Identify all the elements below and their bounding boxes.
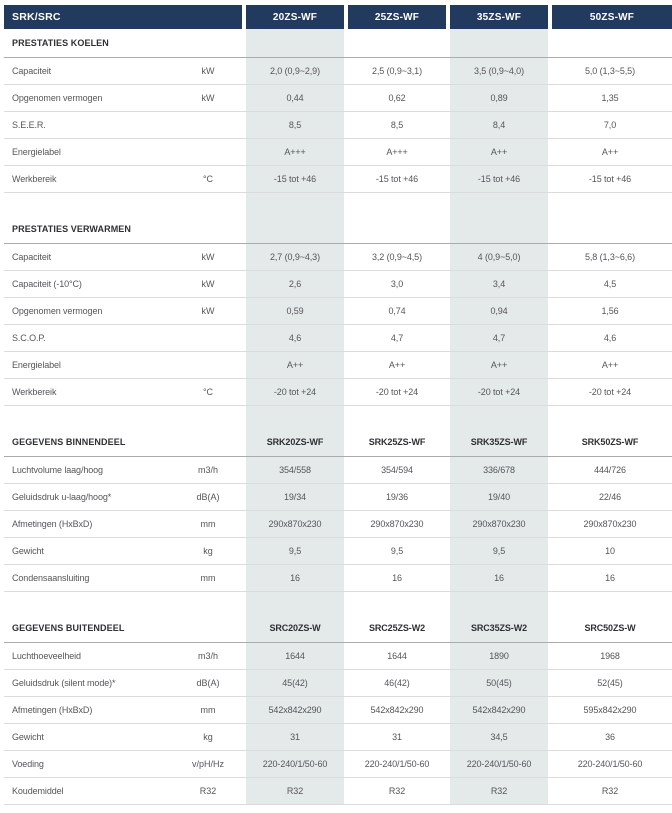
spec-value: 16 xyxy=(605,573,615,583)
spec-label: Voeding xyxy=(12,759,44,769)
spec-value: -15 tot +46 xyxy=(450,166,548,192)
spec-value: 1644 xyxy=(246,643,344,669)
spec-value: 16 xyxy=(246,565,344,591)
spec-value: -15 tot +46 xyxy=(375,174,419,184)
spacer-cell xyxy=(246,193,344,215)
table-row xyxy=(4,325,672,352)
spec-value: A++ xyxy=(246,352,344,378)
spec-value: A++ xyxy=(601,360,619,370)
table-header-row xyxy=(4,5,672,29)
spec-unit: kW xyxy=(201,66,215,76)
spec-label: Afmetingen (HxBxD) xyxy=(12,519,93,529)
model-name: SRC50ZS-W xyxy=(584,623,636,633)
spec-label: S.C.O.P. xyxy=(12,333,46,343)
spec-value: 0,44 xyxy=(246,85,344,111)
table-header-product: SRK/SRC xyxy=(4,5,242,29)
section-spacer xyxy=(4,592,672,614)
spec-unit: kW xyxy=(201,279,215,289)
spec-value: 1,56 xyxy=(601,306,619,316)
table-row xyxy=(4,697,672,724)
column-header-25zs: 25ZS-WF xyxy=(344,5,450,29)
spec-value: A++ xyxy=(450,352,548,378)
spec-unit xyxy=(170,352,246,378)
spec-value: 290x870x230 xyxy=(246,511,344,537)
table-row xyxy=(4,298,672,325)
spec-value: 31 xyxy=(246,724,344,750)
spec-value: 2,6 xyxy=(246,271,344,297)
spec-value: 336/678 xyxy=(450,457,548,483)
spec-value: 354/594 xyxy=(381,465,413,475)
spec-unit xyxy=(170,112,246,138)
model-name: SRK20ZS-WF xyxy=(246,428,344,456)
spec-value: 4 (0,9~5,0) xyxy=(450,244,548,270)
table-row xyxy=(4,58,672,85)
model-name xyxy=(344,29,450,57)
spec-value: A++ xyxy=(601,147,619,157)
spec-value: 0,59 xyxy=(246,298,344,324)
spec-value: 8,5 xyxy=(390,120,404,130)
spec-value: -15 tot +46 xyxy=(246,166,344,192)
spec-value: 444/726 xyxy=(594,465,626,475)
spec-label: Opgenomen vermogen xyxy=(12,93,103,103)
spec-unit: kg xyxy=(203,546,213,556)
spec-value: -15 tot +46 xyxy=(588,174,632,184)
spec-value: 1890 xyxy=(450,643,548,669)
spec-unit: dB(A) xyxy=(196,492,220,502)
spec-unit xyxy=(170,139,246,165)
spec-value: 1644 xyxy=(387,651,407,661)
spec-value: 45(42) xyxy=(246,670,344,696)
model-name: SRK35ZS-WF xyxy=(450,428,548,456)
spec-value: 220-240/1/50-60 xyxy=(364,759,430,769)
spec-unit: mm xyxy=(200,573,216,583)
spec-unit: mm xyxy=(200,705,216,715)
spacer-cell xyxy=(450,592,548,614)
spec-value: 0,89 xyxy=(450,85,548,111)
table-row xyxy=(4,166,672,193)
spec-value: 595x842x290 xyxy=(583,705,637,715)
spec-label: Capaciteit xyxy=(12,252,52,262)
column-header-20zs: 20ZS-WF xyxy=(242,5,344,29)
model-name xyxy=(246,215,344,243)
spec-label: Afmetingen (HxBxD) xyxy=(12,705,93,715)
table-row xyxy=(4,724,672,751)
spacer-cell xyxy=(4,193,246,215)
model-name: SRC25ZS-W2 xyxy=(368,623,425,633)
spec-value: 4,5 xyxy=(603,279,617,289)
spec-label: Gewicht xyxy=(12,546,44,556)
spec-value: 9,5 xyxy=(450,538,548,564)
spec-label: Capaciteit xyxy=(12,66,52,76)
spec-label: Luchtvolume laag/hoog xyxy=(12,465,103,475)
spacer-cell xyxy=(344,406,450,428)
spacer-cell xyxy=(548,193,672,215)
spec-value: 19/34 xyxy=(246,484,344,510)
table-row xyxy=(4,271,672,298)
spec-value: -20 tot +24 xyxy=(375,387,419,397)
spec-value: 542x842x290 xyxy=(246,697,344,723)
spec-value: 542x842x290 xyxy=(450,697,548,723)
section-spacer xyxy=(4,406,672,428)
spec-value: R32 xyxy=(450,778,548,804)
model-name xyxy=(450,215,548,243)
section-title: GEGEVENS BUITENDEEL xyxy=(12,623,125,633)
spacer-cell xyxy=(246,592,344,614)
spec-value: 3,0 xyxy=(390,279,404,289)
table-row xyxy=(4,139,672,166)
spec-value: 10 xyxy=(605,546,615,556)
model-name: SRC35ZS-W2 xyxy=(450,614,548,642)
spec-unit: m3/h xyxy=(197,651,218,661)
spec-value: 3,5 (0,9~4,0) xyxy=(450,58,548,84)
spec-value: 290x870x230 xyxy=(450,511,548,537)
spec-value: 36 xyxy=(605,732,615,742)
spec-label: S.E.E.R. xyxy=(12,120,46,130)
spec-value: 2,0 (0,9~2,9) xyxy=(246,58,344,84)
spacer-cell xyxy=(344,193,450,215)
spec-value: 4,7 xyxy=(450,325,548,351)
spec-value: 19/40 xyxy=(450,484,548,510)
table-body xyxy=(4,29,672,805)
section-header-row xyxy=(4,215,672,244)
spec-value: 4,6 xyxy=(246,325,344,351)
spec-label: Geluidsdruk (silent mode)* xyxy=(12,678,116,688)
table-row xyxy=(4,538,672,565)
spec-value: R32 xyxy=(601,786,619,796)
spec-unit: mm xyxy=(200,519,216,529)
model-name xyxy=(548,215,672,243)
spec-value: A++ xyxy=(450,139,548,165)
spacer-cell xyxy=(246,406,344,428)
column-header-35zs: 35ZS-WF xyxy=(450,5,548,29)
spec-value: 22/46 xyxy=(598,492,622,502)
spec-value: 4,7 xyxy=(390,333,404,343)
spec-value: 2,5 (0,9~3,1) xyxy=(372,66,422,76)
spec-value: 34,5 xyxy=(450,724,548,750)
table-row xyxy=(4,778,672,805)
spec-label: Luchthoeveelheid xyxy=(12,651,81,661)
spec-value: 31 xyxy=(392,732,402,742)
table-row xyxy=(4,751,672,778)
table-row xyxy=(4,643,672,670)
spec-value: 290x870x230 xyxy=(370,519,424,529)
spec-value: 220-240/1/50-60 xyxy=(450,751,548,777)
spec-value: R32 xyxy=(246,778,344,804)
spec-value: 16 xyxy=(450,565,548,591)
spec-unit: R32 xyxy=(199,786,217,796)
table-row xyxy=(4,379,672,406)
spacer-cell xyxy=(4,592,246,614)
table-row xyxy=(4,511,672,538)
spec-label: Koudemiddel xyxy=(12,786,64,796)
spacer-cell xyxy=(4,406,246,428)
spec-value: 46(42) xyxy=(384,678,410,688)
table-row xyxy=(4,670,672,697)
model-name xyxy=(548,29,672,57)
model-name xyxy=(246,29,344,57)
spec-value: -20 tot +24 xyxy=(450,379,548,405)
spec-value: A++ xyxy=(388,360,406,370)
spec-unit: dB(A) xyxy=(196,678,220,688)
table-row xyxy=(4,352,672,379)
spec-value: 3,2 (0,9~4,5) xyxy=(372,252,422,262)
section-title: GEGEVENS BINNENDEEL xyxy=(12,437,126,447)
spec-value: R32 xyxy=(388,786,406,796)
spec-label: Energielabel xyxy=(12,147,61,157)
spacer-cell xyxy=(450,193,548,215)
spec-value: 3,4 xyxy=(450,271,548,297)
table-row xyxy=(4,85,672,112)
spec-label: Gewicht xyxy=(12,732,44,742)
spacer-cell xyxy=(548,406,672,428)
table-row xyxy=(4,244,672,271)
table-row xyxy=(4,457,672,484)
table-row xyxy=(4,484,672,511)
model-name: SRK50ZS-WF xyxy=(581,437,639,447)
spec-value: 16 xyxy=(392,573,402,583)
spec-unit: kg xyxy=(203,732,213,742)
section-title: PRESTATIES KOELEN xyxy=(12,38,109,48)
spec-value: 0,74 xyxy=(388,306,406,316)
spec-unit: kW xyxy=(201,252,215,262)
spec-value: 290x870x230 xyxy=(583,519,637,529)
spec-value: 8,5 xyxy=(246,112,344,138)
spec-value: A+++ xyxy=(246,139,344,165)
spec-unit: m3/h xyxy=(197,465,218,475)
spec-value: 8,4 xyxy=(450,112,548,138)
spec-unit: °C xyxy=(202,387,214,397)
spec-value: 220-240/1/50-60 xyxy=(577,759,643,769)
spec-value: 2,7 (0,9~4,3) xyxy=(246,244,344,270)
spec-value: 0,62 xyxy=(388,93,406,103)
spec-value: 52(45) xyxy=(597,678,623,688)
table-row xyxy=(4,112,672,139)
spec-value: 1968 xyxy=(600,651,620,661)
column-header-50zs: 50ZS-WF xyxy=(548,5,672,29)
section-spacer xyxy=(4,193,672,215)
model-name xyxy=(450,29,548,57)
spec-value: -20 tot +24 xyxy=(588,387,632,397)
spec-value: -20 tot +24 xyxy=(246,379,344,405)
table-row xyxy=(4,565,672,592)
spec-value: A+++ xyxy=(386,147,408,157)
spec-value: 50(45) xyxy=(450,670,548,696)
spec-label: Opgenomen vermogen xyxy=(12,306,103,316)
spec-value: 4,6 xyxy=(603,333,617,343)
spec-unit: kW xyxy=(201,93,215,103)
section-title: PRESTATIES VERWARMEN xyxy=(12,224,132,234)
spec-unit xyxy=(170,325,246,351)
spec-label: Werkbereik xyxy=(12,174,57,184)
model-name: SRK25ZS-WF xyxy=(368,437,426,447)
section-header-row xyxy=(4,428,672,457)
spacer-cell xyxy=(450,406,548,428)
section-header-row xyxy=(4,29,672,58)
spec-value: 5,8 (1,3~6,6) xyxy=(585,252,635,262)
spec-label: Energielabel xyxy=(12,360,61,370)
section-header-row xyxy=(4,614,672,643)
spec-table xyxy=(4,5,672,805)
model-name: SRC20ZS-W xyxy=(246,614,344,642)
spec-unit: °C xyxy=(202,174,214,184)
spec-label: Werkbereik xyxy=(12,387,57,397)
spec-value: 9,5 xyxy=(246,538,344,564)
spacer-cell xyxy=(344,592,450,614)
spec-value: 7,0 xyxy=(603,120,617,130)
spec-label: Geluidsdruk u-laag/hoog* xyxy=(12,492,112,502)
spec-value: 354/558 xyxy=(246,457,344,483)
spec-value: 0,94 xyxy=(450,298,548,324)
spec-value: 9,5 xyxy=(390,546,404,556)
spec-value: 542x842x290 xyxy=(370,705,424,715)
spec-value: 5,0 (1,3~5,5) xyxy=(585,66,635,76)
spec-value: 1,35 xyxy=(601,93,619,103)
spec-unit: v/pH/Hz xyxy=(191,759,224,769)
spec-label: Condensaansluiting xyxy=(12,573,90,583)
spacer-cell xyxy=(548,592,672,614)
spec-unit: kW xyxy=(201,306,215,316)
model-name xyxy=(344,215,450,243)
spec-value: 19/36 xyxy=(385,492,409,502)
spec-label: Capaciteit (-10°C) xyxy=(12,279,82,289)
spec-value: 220-240/1/50-60 xyxy=(246,751,344,777)
